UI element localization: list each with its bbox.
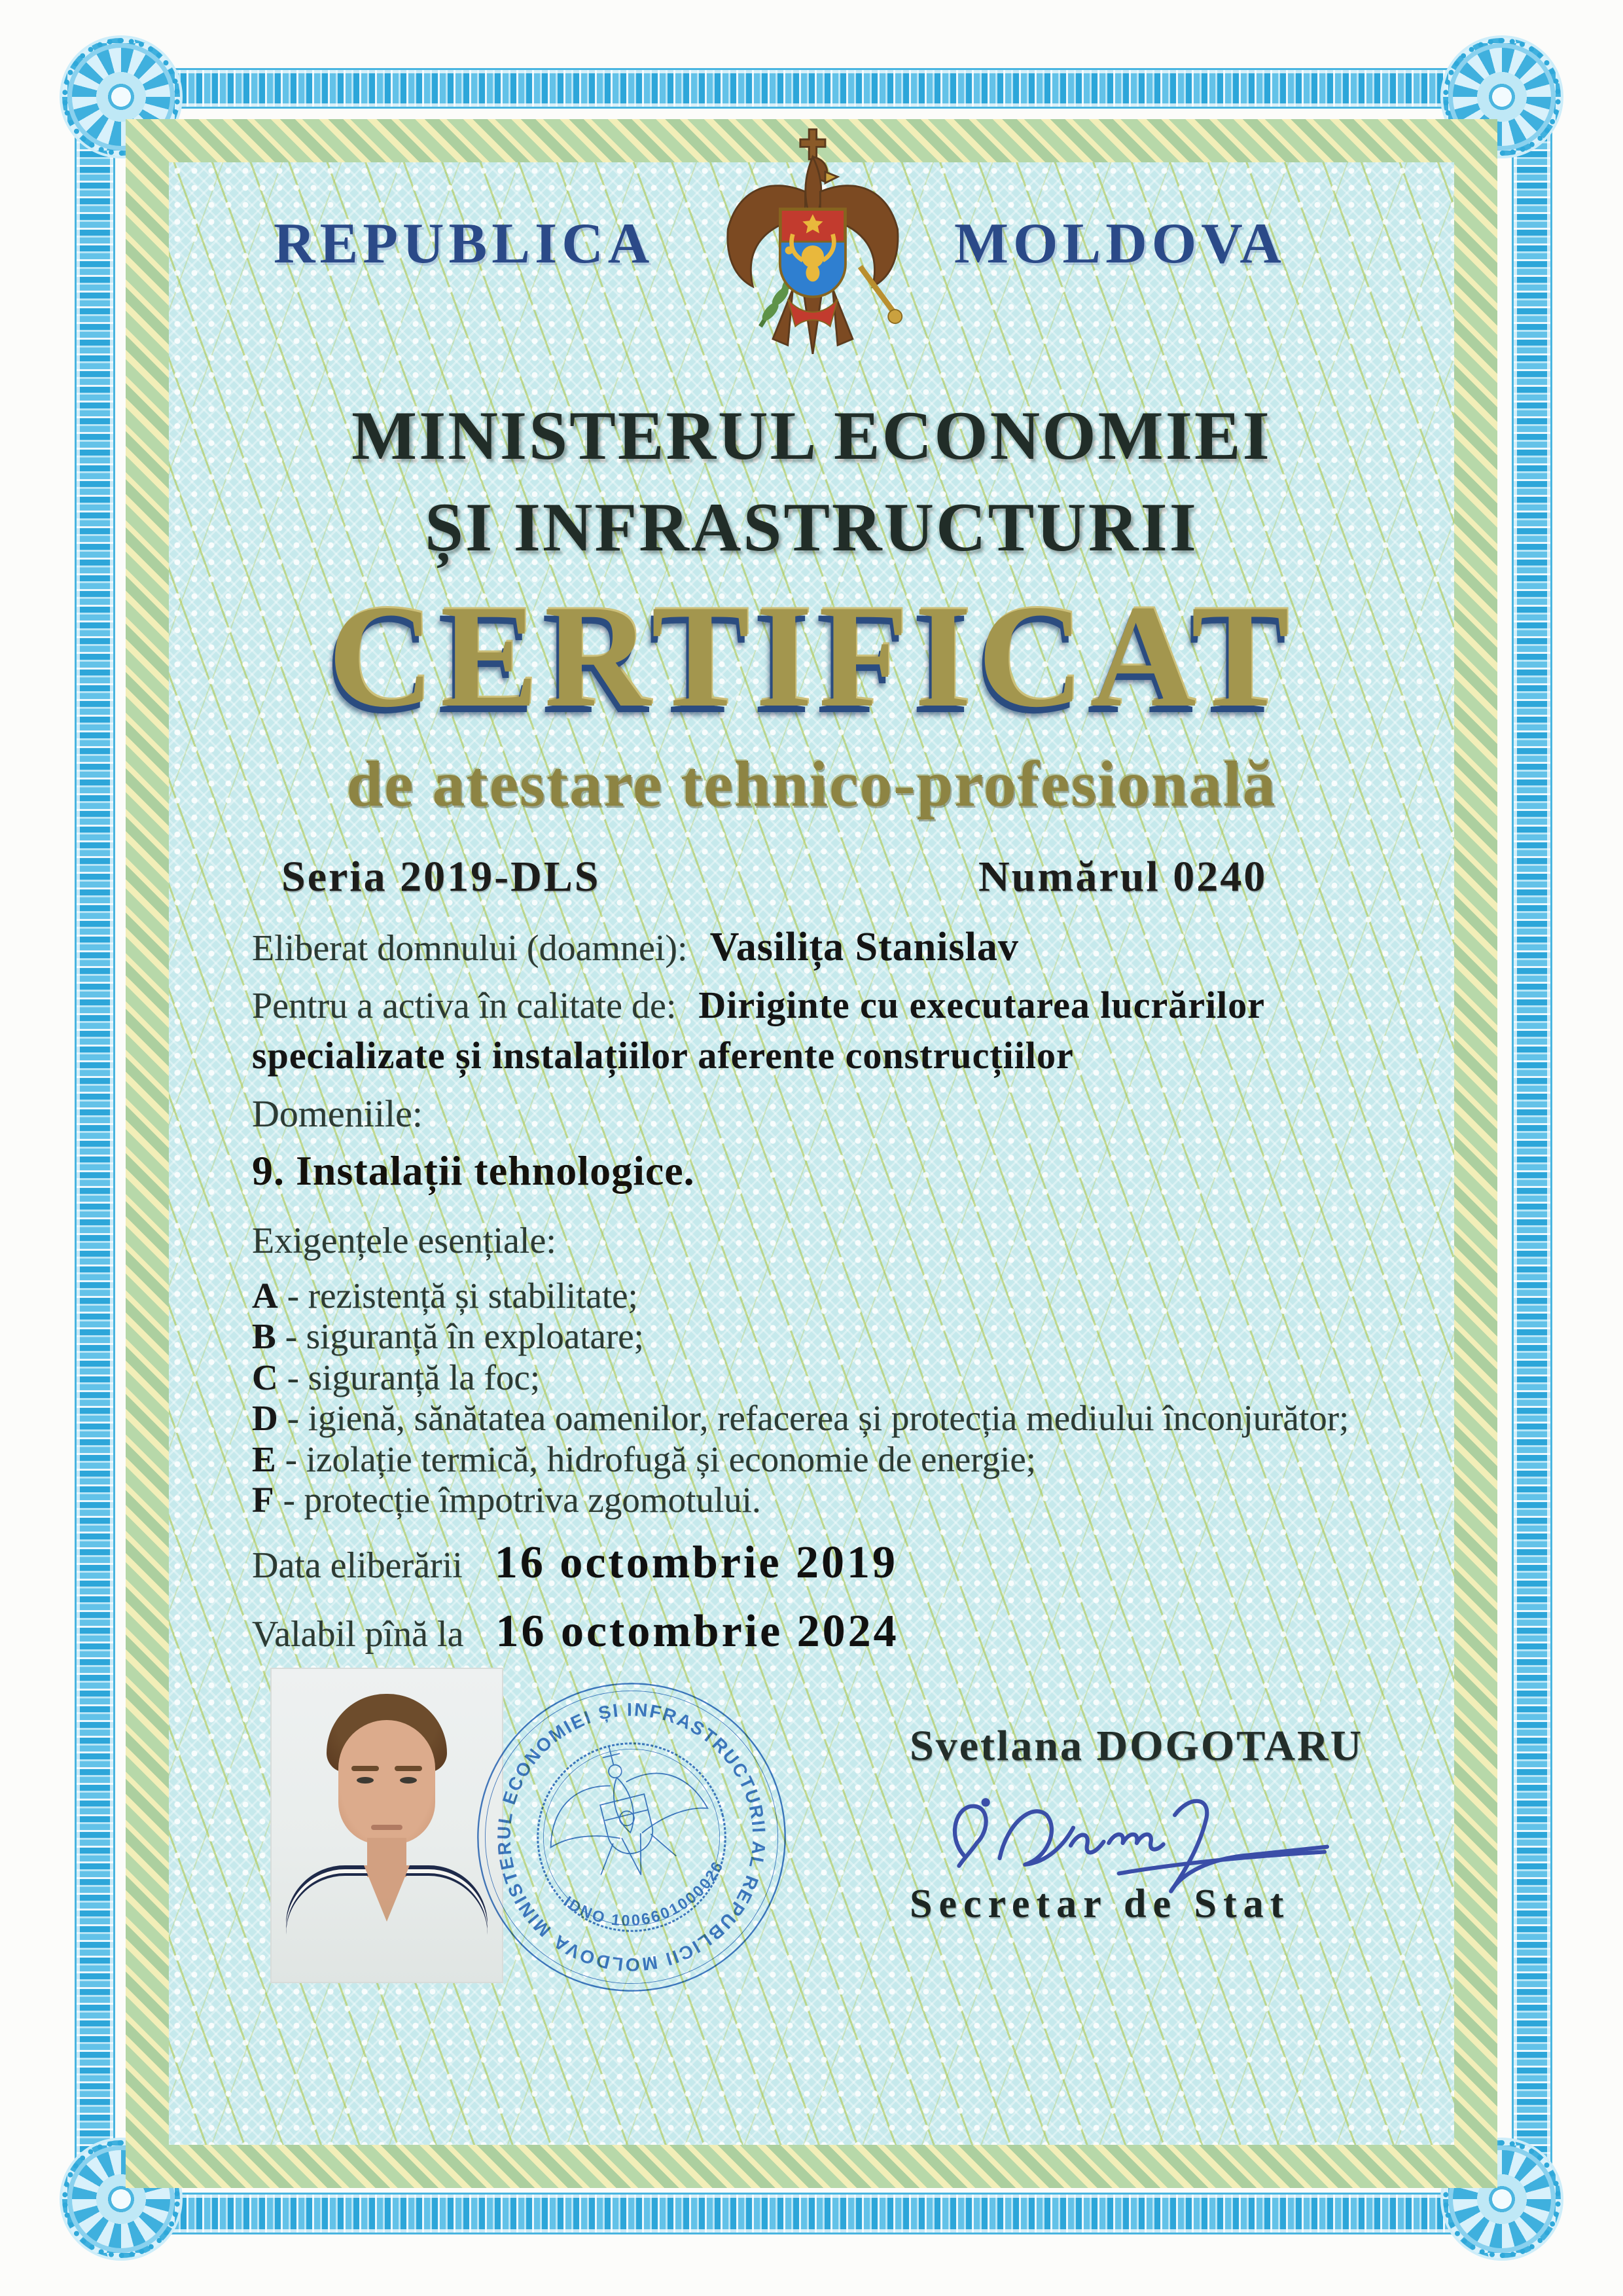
border-left bbox=[75, 98, 115, 2199]
border-right bbox=[1512, 98, 1552, 2199]
series-value: 2019-DLS bbox=[400, 853, 601, 901]
issue-date-label: Data eliberării bbox=[252, 1545, 463, 1586]
shield-icon bbox=[780, 209, 845, 296]
border-bottom bbox=[118, 2193, 1505, 2234]
requirement-text: - izolație termică, hidrofugă și economie de energie; bbox=[285, 1439, 1037, 1479]
requirement-text: - rezistență și stabilitate; bbox=[287, 1276, 638, 1316]
requirement-letter: D bbox=[252, 1398, 278, 1438]
country-name-left: REPUBLICA bbox=[274, 212, 654, 276]
certificate-title: CERTIFICAT bbox=[327, 574, 1296, 738]
issue-date-row bbox=[252, 1537, 898, 1589]
domains-label: Domeniile: bbox=[252, 1092, 423, 1135]
requirement-item bbox=[252, 1275, 638, 1316]
number-line bbox=[978, 852, 1267, 902]
requirements-label: Exigențele esențiale: bbox=[252, 1221, 556, 1261]
requirement-text: - siguranță la foc; bbox=[287, 1357, 541, 1397]
requirement-item bbox=[252, 1316, 644, 1357]
role-row bbox=[252, 980, 1423, 1081]
requirement-item bbox=[252, 1479, 761, 1520]
valid-until-label: Valabil pînă la bbox=[252, 1614, 464, 1655]
series-line bbox=[281, 852, 601, 902]
requirement-text: - protecție împotriva zgomotului. bbox=[283, 1480, 761, 1520]
requirement-item bbox=[252, 1439, 1036, 1480]
requirement-item bbox=[252, 1397, 1349, 1439]
requirement-text: - igienă, sănătatea oamenilor, refacerea și protecția mediului înconjurător; bbox=[287, 1398, 1349, 1438]
ministry-line1: MINISTERUL ECONOMIEI bbox=[351, 397, 1272, 474]
valid-until-value: 16 octombrie 2024 bbox=[495, 1606, 899, 1657]
issued-to-value: Vasilița Stanislav bbox=[709, 925, 1019, 969]
role-label: Pentru a activa în calitate de: bbox=[252, 986, 677, 1026]
stamp-idno-text: IDNO 1006601000026 bbox=[560, 1857, 728, 1930]
number-value: 0240 bbox=[1173, 853, 1268, 901]
issue-date-value: 16 octombrie 2019 bbox=[494, 1537, 899, 1588]
requirement-letter: B bbox=[252, 1316, 276, 1356]
moldova-coat-of-arms-icon bbox=[705, 126, 918, 390]
requirement-letter: C bbox=[252, 1357, 278, 1397]
number-label: Numărul bbox=[978, 853, 1160, 901]
ministry-heading bbox=[196, 390, 1427, 573]
issued-to-row bbox=[252, 924, 1019, 971]
ministry-line2: ȘI INFRASTRUCTURII bbox=[425, 489, 1198, 565]
svg-text:MINISTERUL ECONOMIEI ȘI INFRAS bbox=[465, 1670, 798, 2004]
stamp-ring-text: MINISTERUL ECONOMIEI ȘI INFRASTRUCTURII AL REPUBLICII MOLDOVA bbox=[493, 1699, 770, 1975]
border-top bbox=[118, 68, 1505, 109]
issued-to-label: Eliberat domnului (doamnei): bbox=[252, 928, 688, 969]
signatory-name: Svetlana DOGOTARU bbox=[910, 1722, 1364, 1770]
requirement-letter: E bbox=[252, 1439, 276, 1479]
signatory-title: Secretar de Stat bbox=[910, 1882, 1291, 1926]
series-label: Seria bbox=[281, 853, 387, 901]
requirement-text: - siguranță în exploatare; bbox=[285, 1316, 644, 1356]
valid-until-row bbox=[252, 1605, 899, 1658]
signature-ink bbox=[926, 1777, 1345, 1895]
requirement-item bbox=[252, 1357, 540, 1398]
requirement-letter: A bbox=[252, 1276, 278, 1316]
role-value: Diriginte cu executarea lucrărilor specializate și instalațiilor aferente construcțiilor bbox=[252, 984, 1264, 1077]
domain-item: 9. Instalații tehnologice. bbox=[252, 1147, 695, 1194]
country-name-right: MOLDOVA bbox=[954, 212, 1286, 276]
stamp-eagle-emblem-icon bbox=[531, 1727, 720, 1894]
certificate-subtitle: de atestare tehnico-profesională bbox=[346, 747, 1277, 820]
requirement-letter: F bbox=[252, 1480, 274, 1520]
